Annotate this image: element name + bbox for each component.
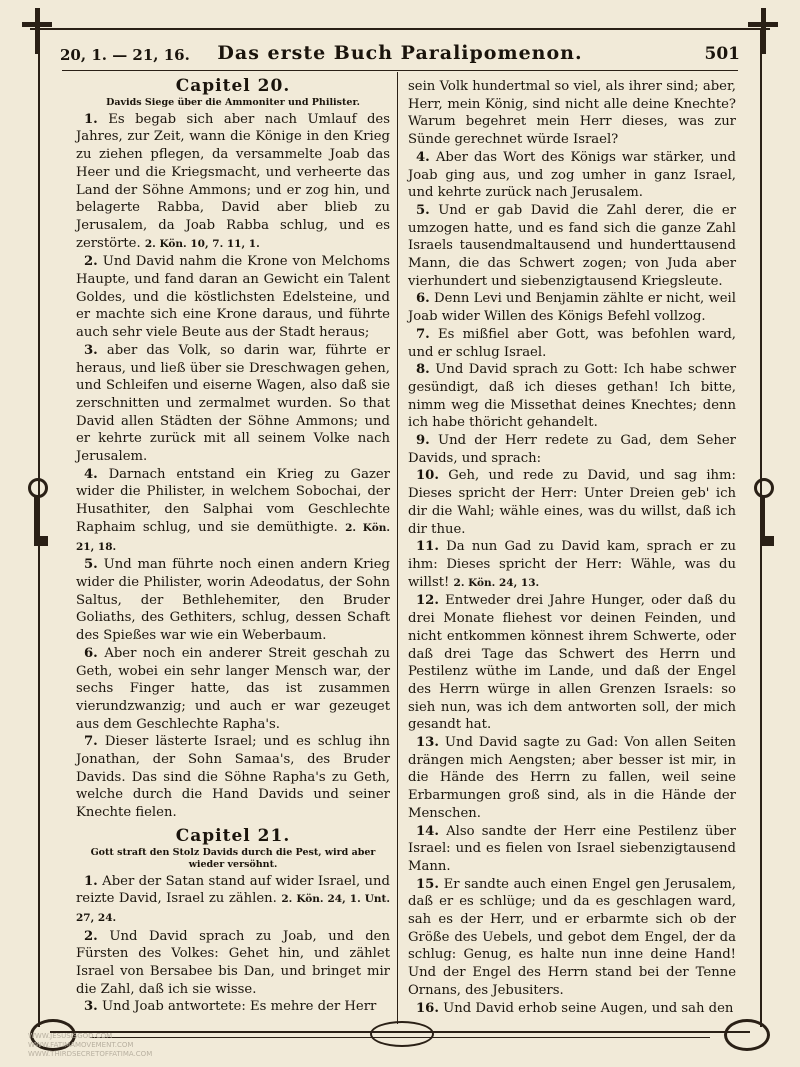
page-number: 501 bbox=[704, 44, 740, 64]
verse-text: Entweder drei Jahre Hunger, oder daß du drei Monate fliehest vor deinen Feinden, und nicht entkommen könnest ihrem Schwerte, oder daß drei Tage das Schwert des Herrn und Pestilenz wüthe im Lande, und daß der Engel des Herrn würge in allen Grenzen Israels: so sieh nun, was ich dem antworten soll, der mich gesandt hat. bbox=[408, 593, 736, 733]
verse: 1. Es begab sich aber nach Umlauf des Jahres, zur Zeit, wann die Könige in den Krieg zu ziehen pflegen, da versammelte Joab das Heer und die Kriegsmacht, und verheerte das Land der Söhne Ammons; und er zog hin, und belagerte Rabba, David aber blieb zu Jerusalem, da Joab Rabba schlug, und es zerstörte. 2. Kön. 10, 7. 11, 1. bbox=[76, 111, 390, 251]
watermark-line: WWW.JESUSISGOD.COM bbox=[28, 1032, 113, 1040]
cross-ornament-icon bbox=[748, 8, 778, 54]
verse-text: Und Joab antwortete: Es mehre der Herr bbox=[101, 999, 377, 1015]
verse-text: Und David erhob seine Augen, und sah den bbox=[443, 1000, 734, 1016]
left-column bbox=[76, 78, 390, 1016]
verse: 1. Aber der Satan stand auf wider Israel, und reizte David, Israel zu zählen. 2. Kön. 24, 1. Unt. 27, 24. bbox=[76, 873, 391, 924]
verse-text: Aber der Satan stand auf wider Israel, und reizte David, Israel zu zählen. bbox=[76, 873, 390, 907]
verse-text: Und David sagte zu Gad: Von allen Seiten drängen mich Aengsten; aber besser ist mir, in die Hände des Herrn zu fallen, weil seine Erbarmungen groß sind, als in die Hände der Menschen. bbox=[408, 735, 736, 821]
verse-text: sein Volk hundertmal so viel, als ihrer sind; aber, Herr, mein König, sind nicht alle deine Knechte? Warum begehret mein Herr dieses, was zur Sünde gerechnet würde Israel? bbox=[408, 79, 736, 148]
verse: 9. Und der Herr redete zu Gad, dem Seher Davids, und sprach: bbox=[408, 433, 736, 466]
header-verse-range: 20, 1. — 21, 16. bbox=[60, 46, 190, 64]
column-divider bbox=[397, 72, 398, 1024]
verse-text: Es mißfiel aber Gott, was befohlen ward, und er schlug Israel. bbox=[408, 326, 736, 360]
key-ornament-icon bbox=[752, 478, 774, 558]
verse: 12. Entweder drei Jahre Hunger, oder daß du drei Monate fliehest vor deinen Feinden, und nicht entkommen könnest ihrem Schwerte, oder daß drei Tage das Schwert des Herrn und Pestilenz wüthe im Lande, und daß der Engel des Herrn würge in allen Grenzen Israels: so sieh nun, was ich dem antworten soll, der mich gesandt hat. bbox=[408, 593, 736, 733]
cross-reference: 2. Kön. 24, 13. bbox=[453, 576, 540, 589]
verse-text: Und der Herr redete zu Gad, dem Seher Davids, und sprach: bbox=[408, 433, 736, 466]
verse: 7. Dieser lästerte Israel; und es schlug ihn Jonathan, der Sohn Samaa's, des Bruder Davids. Das sind die Söhne Rapha's zu Geth, welche durch die Hand Davids und seiner Knechte fielen. bbox=[76, 734, 390, 821]
verse: 7. Es mißfiel aber Gott, was befohlen ward, und er schlug Israel. bbox=[408, 326, 736, 360]
verse: 4. Darnach entstand ein Krieg zu Gazer wider die Philister, in welchem Sobochai, der Husathiter, den Salphai vom Geschlechte Raphaim schlug, und sie demüthigte. 2. Kön. 21, 18. bbox=[76, 466, 390, 553]
verse-text: Dieser lästerte Israel; und es schlug ihn Jonathan, der Sohn Samaa's, des Bruder Davids. Das sind die Söhne Rapha's zu Geth, welche durch die Hand Davids und seiner Knechte fielen. bbox=[76, 734, 390, 821]
verse-text: Und David nahm die Krone von Melchoms Haupte, und fand daran an Gewicht ein Talent Goldes, und die köstlichsten Edelsteine, und er machte sich eine Krone daraus, und führte auch sehr viele Beute aus der Stadt heraus; bbox=[76, 254, 390, 341]
verse-text: Denn Levi und Benjamin zählte er nicht, weil Joab wider Willen des Königs Befehl vollzog. bbox=[408, 291, 736, 325]
verse-text: Also sandte der Herr eine Pestilenz über Israel: und es fielen von Israel siebenzigtausend Mann. bbox=[408, 823, 736, 874]
watermark-line: WWW.FATIMAMOVEMENT.COM bbox=[28, 1041, 134, 1049]
watermark bbox=[28, 1032, 152, 1059]
header-rule bbox=[62, 70, 738, 71]
header-book-title: Das erste Buch Paralipomenon. bbox=[217, 42, 583, 64]
verse-text: Es begab sich aber nach Umlauf des Jahres, zur Zeit, wann die Könige in den Krieg zu ziehen pflegen, da versammelte Joab das Heer und die Kriegsmacht, und verheerte das Land der Söhne Ammons; und er zog hin, und belagerte Rabba, David aber blieb zu Jerusalem, da Joab Rabba schlug, und es zerstörte. bbox=[76, 111, 390, 251]
chapter-title: Capitel 21. bbox=[175, 825, 291, 846]
key-ornament-icon bbox=[26, 478, 48, 558]
chapter-summary: Davids Siege über die Ammoniter und Philister. bbox=[106, 96, 360, 108]
verse-text: Darnach entstand ein Krieg zu Gazer wider die Philister, in welchem Sobochai, der Husathiter, den Salphai vom Geschlechte Raphaim schlug, und sie demüthigte. bbox=[76, 466, 390, 535]
verse-text: Und David sprach zu Gott: Ich habe schwer gesündigt, daß ich dieses gethan! Ich bitte, nimm weg die Missethat deines Knechtes; denn ich habe thöricht gehandelt. bbox=[408, 362, 736, 431]
verse-text: aber das Volk, so darin war, führte er heraus, und ließ über sie Dreschwagen gehen, und Schleifen und eiserne Wagen, also daß sie zerschnitten und zermalmet wurden. So that David allen Städten der Söhne Ammons; und er kehrte zurück mit all seinem Volke nach Jerusalem. bbox=[76, 342, 390, 465]
verse-text: Er sandte auch einen Engel gen Jerusalem, daß er es schlüge; und da es geschlagen ward, sah es der Herr, und er erbarmte sich ob der Größe des Uebels, und gebot dem Engel, der da schlug: Genug, es halte nun inne deine Hand! Und der Engel des Herrn stand bei der Tenne Ornans, des Jebusiters. bbox=[408, 876, 737, 998]
chapter-summary: Gott straft den Stolz Davids durch die Pest, wird aber wieder versöhnt. bbox=[90, 846, 376, 870]
verse: 2. Und David nahm die Krone von Melchoms Haupte, und fand daran an Gewicht ein Talent Goldes, und die köstlichsten Edelsteine, und er machte sich eine Krone daraus, und führte auch sehr viele Beute aus der Stadt heraus; bbox=[76, 254, 390, 341]
verse: 2. Und David sprach zu Joab, und den Fürsten des Volkes: Gehet hin, und zählet Israel von Bersabee bis Dan, und bringet mir die Zahl, daß ich sie wisse. bbox=[76, 928, 390, 997]
verse: 15. Er sandte auch einen Engel gen Jerusalem, daß er es schlüge; und da es geschlagen ward, sah es der Herr, und er erbarmte sich ob der Größe des Uebels, und gebot dem Engel, der da schlug: Genug, es halte nun inne deine Hand! Und der Engel des Herrn stand bei der Tenne Ornans, des Jebusiters. bbox=[408, 876, 737, 998]
verse: 11. Da nun Gad zu David kam, sprach er zu ihm: Dieses spricht der Herr: Wähle, was du willst! 2. Kön. 24, 13. bbox=[408, 539, 736, 590]
verse: 5. Und man führte noch einen andern Krieg wider die Philister, worin Adeodatus, der Sohn Saltus, der Bethlehemiter, den Bruder Goliaths, des Gethiters, schlug, dessen Schaft des Spießes war wie ein Weberbaum. bbox=[76, 557, 390, 644]
verse: 6. Denn Levi und Benjamin zählte er nicht, weil Joab wider Willen des Königs Befehl vollzog. bbox=[408, 291, 736, 325]
verse: 6. Aber noch ein anderer Streit geschah zu Geth, wobei ein sehr langer Mensch war, der sechs Finger hatte, das ist zusammen vierundzwanzig; und auch er war gezeuget aus dem Geschlechte Rapha's. bbox=[76, 645, 390, 732]
verse-continuation bbox=[408, 78, 736, 149]
cross-reference: 2. Kön. 24, 1. Unt. 27, 24. bbox=[76, 893, 391, 924]
verse: 3. aber das Volk, so darin war, führte er heraus, und ließ über sie Dreschwagen gehen, und Schleifen und eiserne Wagen, also daß sie zerschnitten und zermalmet wurden. So that David allen Städten der Söhne Ammons; und er kehrte zurück mit all seinem Volke nach Jerusalem. bbox=[76, 342, 390, 465]
verse: 3. Und Joab antwortete: Es mehre der Herr bbox=[84, 999, 377, 1015]
verse-text: Aber noch ein anderer Streit geschah zu Geth, wobei ein sehr langer Mensch war, der sechs Finger hatte, das ist zusammen vierundzwanzig; und auch er war gezeuget aus dem Geschlechte Rapha's. bbox=[76, 645, 390, 732]
cross-reference: 2. Kön. 10, 7. 11, 1. bbox=[144, 237, 260, 250]
right-column bbox=[408, 78, 736, 1017]
cross-ornament-icon bbox=[22, 8, 52, 54]
verse-text: Und man führte noch einen andern Krieg wider die Philister, worin Adeodatus, der Sohn Saltus, der Bethlehemiter, den Bruder Goliaths, des Gethiters, schlug, dessen Schaft des Spießes war wie ein Weberbaum. bbox=[76, 557, 390, 644]
verse-text: Geh, und rede zu David, und sag ihm: Dieses spricht der Herr: Unter Dreien geb' ich dir die Wahl; wähle eines, was du willst, daß ich dir thue. bbox=[408, 468, 736, 537]
page-header bbox=[60, 40, 740, 70]
verse: 16. Und David erhob seine Augen, und sah den bbox=[416, 1000, 734, 1016]
verse: 10. Geh, und rede zu David, und sag ihm: Dieses spricht der Herr: Unter Dreien geb' ich dir die Wahl; wähle eines, was du willst, daß ich dir thue. bbox=[408, 468, 736, 537]
verse-text: Da nun Gad zu David kam, sprach er zu ihm: Dieses spricht der Herr: Wähle, was du willst! bbox=[408, 539, 736, 590]
verse-text: Aber das Wort des Königs war stärker, und Joab ging aus, und zog umher in ganz Israel, und kehrte zurück nach Jerusalem. bbox=[408, 149, 736, 201]
verse-text: Und er gab David die Zahl derer, die er umzogen hatte, und es fand sich die ganze Zahl Israels tausendmaltausend und hunderttausend Mann, die das Schwert zogen; von Juda aber vierhundert und siebenzigtausend Kriegsleute. bbox=[408, 202, 736, 289]
verse: 14. Also sandte der Herr eine Pestilenz über Israel: und es fielen von Israel siebenzigtausend Mann. bbox=[408, 823, 736, 874]
cross-reference: 2. Kön. 21, 18. bbox=[76, 521, 390, 553]
verse-text: Und David sprach zu Joab, und den Fürsten des Volkes: Gehet hin, und zählet Israel von Bersabee bis Dan, und bringet mir die Zahl, daß ich sie wisse. bbox=[76, 928, 390, 997]
verse: 13. Und David sagte zu Gad: Von allen Seiten drängen mich Aengsten; aber besser ist mir, in die Hände des Herrn zu fallen, weil seine Erbarmungen groß sind, als in die Hände der Menschen. bbox=[408, 735, 736, 821]
page-frame-top bbox=[30, 28, 770, 30]
watermark-line: WWW.THIRDSECRETOFFATIMA.COM bbox=[28, 1050, 153, 1058]
chapter-title: Capitel 20. bbox=[175, 76, 291, 96]
verse: 4. Aber das Wort des Königs war stärker, und Joab ging aus, und zog umher in ganz Israel, und kehrte zurück nach Jerusalem. bbox=[408, 149, 736, 201]
verse: 8. Und David sprach zu Gott: Ich habe schwer gesündigt, daß ich dieses gethan! Ich bitte, nimm weg die Missethat deines Knechtes; denn ich habe thöricht gehandelt. bbox=[408, 362, 736, 431]
verse: 5. Und er gab David die Zahl derer, die er umzogen hatte, und es fand sich die ganze Zahl Israels tausendmaltausend und hunderttausend Mann, die das Schwert zogen; von Juda aber vierhundert und siebenzigtausend Kriegsleute. bbox=[408, 202, 736, 289]
